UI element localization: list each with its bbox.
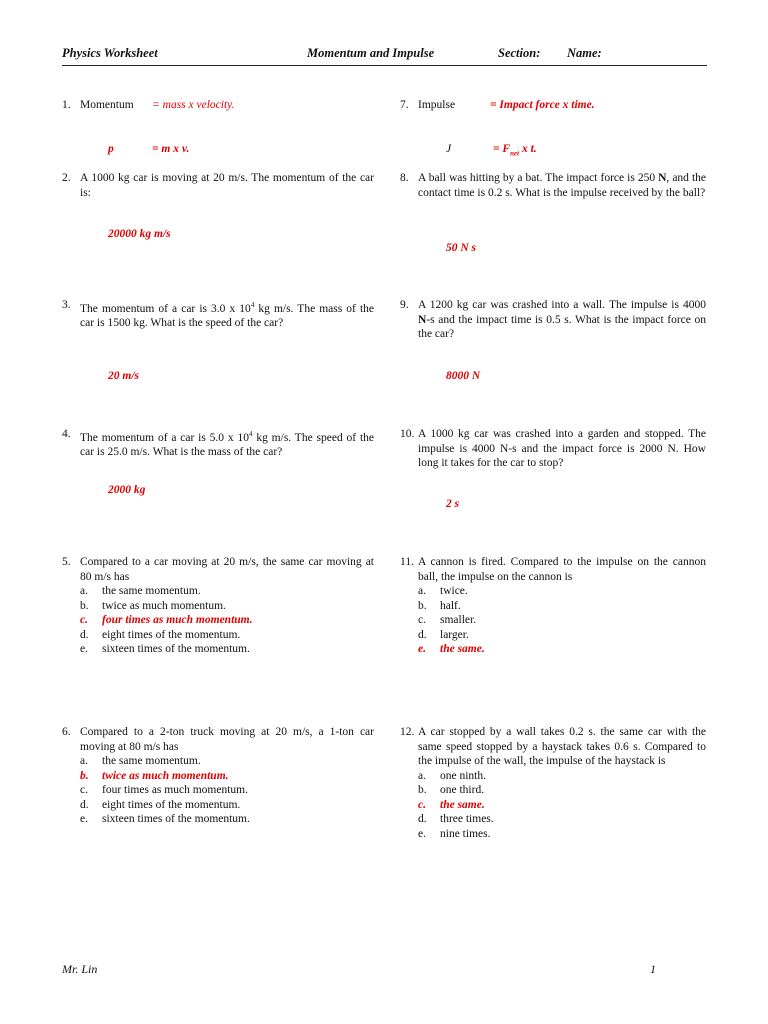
answer-2: 20000 kg m/s [108,228,171,240]
answer-10: 2 s [446,498,460,510]
worksheet-header [62,46,707,66]
question-text: A 1200 kg car was crashed into a wall. The impulse is 4000 N-s and the impact time is 0.5 s. What is the impact force on the car? [418,299,706,340]
option-d: d. eight times of the momentum. [80,628,241,641]
option-b-correct: b. twice as much momentum. [80,769,229,782]
question-1 [62,98,374,113]
question-number: 9. [400,299,409,311]
question-number: 1. [62,99,71,111]
impulse-term: Impulse [418,99,456,111]
question-9 [400,298,706,342]
question-5 [62,555,374,657]
option-c-correct: c. the same. [418,798,485,811]
option-b: b. twice as much momentum. [80,599,226,612]
impulse-definition: = Impact force x time. [490,99,595,111]
option-a: a. the same momentum. [80,585,201,597]
option-list [418,769,706,842]
answer-9: 8000 N [446,370,481,382]
option-a: a. the same momentum. [80,755,201,767]
question-number: 6. [62,726,71,738]
question-text: Compared to a 2-ton truck moving at 20 m/s, a 1-ton car moving at 80 m/s has [80,726,374,753]
option-b: b. one third. [418,784,485,796]
name-label: Name: [567,46,602,60]
option-b: b. half. [418,599,461,612]
momentum-term: Momentum [80,99,134,111]
option-c: c. four times as much momentum. [80,784,248,796]
question-text: A 1000 kg car is moving at 20 m/s. The momentum of the car is: [80,172,374,199]
question-text: A ball was hitting by a bat. The impact force is 250 N, and the contact time is 0.2 s. What is the impulse received by the ball? [418,172,706,199]
answer-3: 20 m/s [108,370,139,382]
question-number: 3. [62,299,71,311]
impulse-symbol: J [446,143,452,155]
option-c: c. smaller. [418,614,477,626]
question-10 [400,427,706,471]
option-d: d. three times. [418,813,494,825]
question-3 [62,298,374,331]
impulse-equation: = $F_{net}$ x t. [493,143,537,158]
option-list [418,584,706,657]
footer-author: Mr. Lin [62,962,98,976]
question-number: 5. [62,556,71,568]
answer-8: 50 N s [446,242,477,254]
footer-page-number: 1 [650,962,656,976]
option-d: d. eight times of the momentum. [80,798,241,811]
question-text: The momentum of a car is 3.0 x $10^4$ kg m/s. The mass of the car is 1500 kg. What is the speed of the car? [80,301,374,330]
momentum-equation: = m x v. [152,143,190,155]
question-text: Compared to a car moving at 20 m/s, the same car moving at 80 m/s has [80,556,374,583]
option-c-correct: c. four times as much momentum. [80,614,253,626]
question-text: A car stopped by a wall takes 0.2 s. the same car with the same speed stopped by a haystack takes 0.6 s. Compared to the impulse of the wall, the impulse of the haystack is [418,726,706,767]
question-7 [400,98,706,113]
question-number: 11. [400,556,414,568]
question-12 [400,725,706,841]
option-e: e. sixteen times of the momentum. [80,813,250,825]
question-4 [62,427,374,460]
option-list [80,754,374,827]
question-number: 12. [400,726,415,738]
question-number: 2. [62,172,71,184]
option-a: a. one ninth. [418,769,486,782]
question-11 [400,555,706,657]
option-e: e. nine times. [418,827,491,840]
option-e-correct: e. the same. [418,643,485,655]
momentum-definition: = mass x velocity. [152,99,235,111]
worksheet-title: Physics Worksheet [62,46,158,60]
question-text: The momentum of a car is 5.0 x $10^4$ kg m/s. The speed of the car is 25.0 m/s. What is the mass of the car? [80,430,375,459]
question-number: 7. [400,99,409,111]
answer-4: 2000 kg [108,484,146,496]
option-d: d. larger. [418,628,469,641]
momentum-symbol: p [108,143,114,155]
question-6 [62,725,374,827]
question-text: A cannon is fired. Compared to the impulse on the cannon ball, the impulse on the cannon is [418,556,706,583]
question-number: 10. [400,428,415,440]
option-e: e. sixteen times of the momentum. [80,643,250,655]
worksheet-topic: Momentum and Impulse [307,46,435,60]
question-8 [400,171,706,200]
option-list [80,584,374,657]
section-label: Section: [498,46,541,60]
question-text: A 1000 kg car was crashed into a garden and stopped. The impulse is 4000 N-s and the impact force is 2000 N. How long it takes for the car to stop? [418,428,706,469]
question-number: 8. [400,172,409,184]
option-a: a. twice. [418,585,468,597]
question-2 [62,171,374,200]
question-number: 4. [62,428,71,440]
